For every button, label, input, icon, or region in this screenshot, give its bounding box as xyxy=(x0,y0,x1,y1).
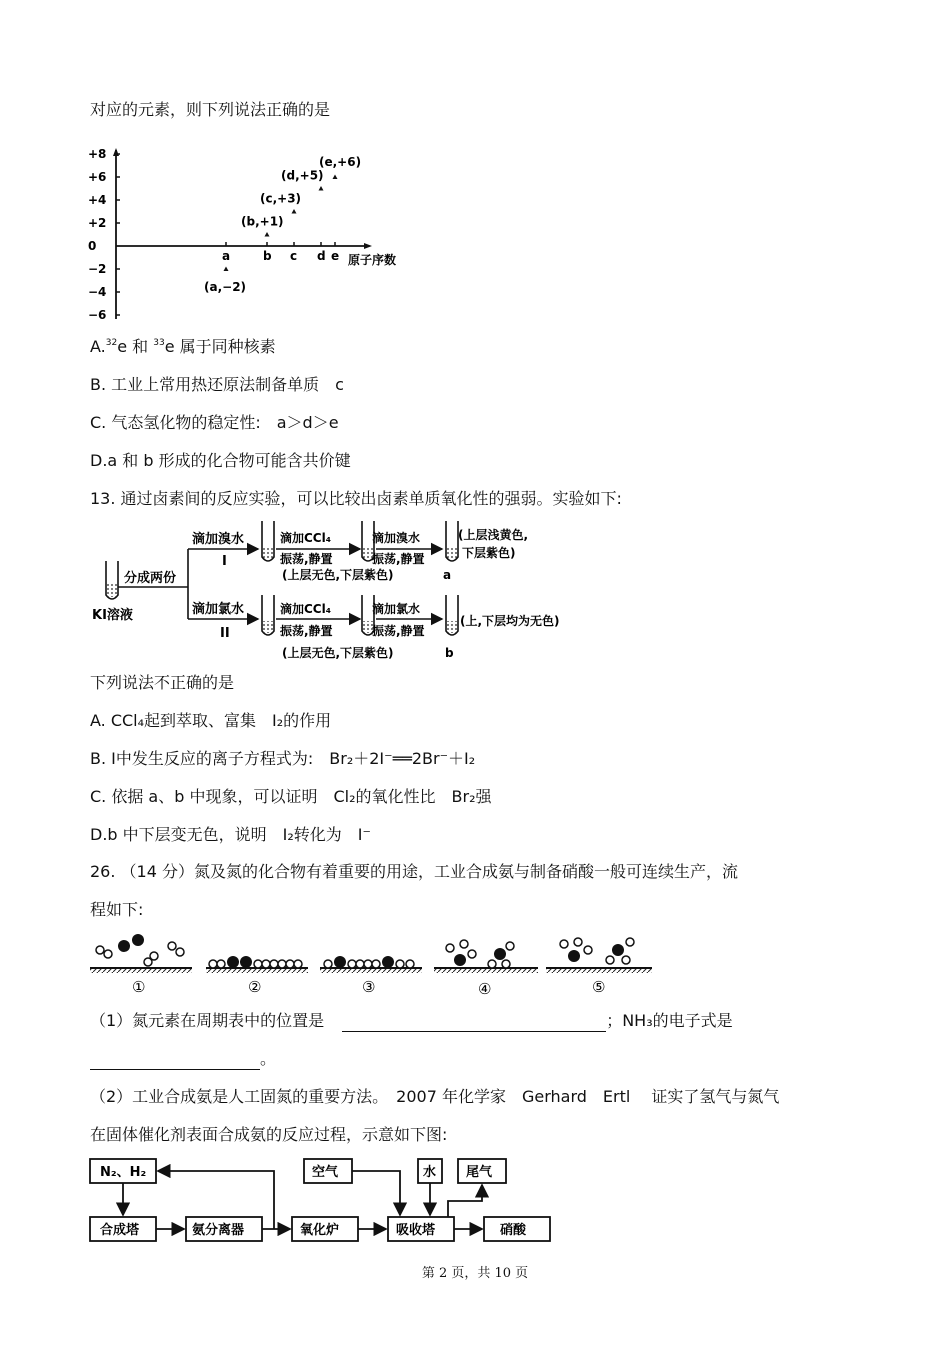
q13-option-c: C. 依据 a、b 中现象，可以证明 Cl₂的氧化性比 Br₂强 xyxy=(90,787,492,806)
x-tick-label: d xyxy=(317,249,326,263)
top-add-label: 滴加溴水 xyxy=(192,532,245,547)
top-ccl4-label: 滴加CCl₄ xyxy=(280,531,331,545)
q13-option-d: D.b 中下层变无色，说明 I₂转化为 I⁻ xyxy=(90,825,371,844)
valence-chart xyxy=(80,140,420,325)
surface-step-5 xyxy=(546,938,652,973)
bot-shake-label: 振荡,静置 xyxy=(280,624,333,638)
intro-text: 对应的元素，则下列说法正确的是 xyxy=(90,100,331,119)
data-point xyxy=(333,175,338,180)
step-label-5: ⑤ xyxy=(592,978,606,996)
q12-option-c: C. 气态氢化物的稳定性: a＞d＞e xyxy=(90,413,339,432)
box-xiaosuan-label: 硝酸 xyxy=(500,1223,527,1238)
box-n2h2-label: N₂、H₂ xyxy=(100,1165,147,1180)
catalyst-surface-diagram xyxy=(88,932,668,1002)
top-roman-label: I xyxy=(222,554,227,569)
tube-b xyxy=(446,595,458,635)
box-shui-label: 水 xyxy=(423,1165,437,1180)
step-label-3: ③ xyxy=(362,978,376,996)
bot-addcl-label: 滴加氯水 xyxy=(372,602,421,616)
top-shake-label: 振荡,静置 xyxy=(280,552,333,566)
x-tick-label: b xyxy=(263,249,272,263)
y-tick-label: +2 xyxy=(88,216,107,230)
bot-roman-label: II xyxy=(220,626,230,641)
x-tick-label: c xyxy=(290,249,298,263)
box-yanghua-label: 氧化炉 xyxy=(300,1223,340,1238)
x-axis-arrow xyxy=(364,243,372,249)
obs-a-line1: (上层浅黄色, xyxy=(458,528,529,542)
step-label-4: ④ xyxy=(478,980,492,998)
bot-ccl4-label: 滴加CCl₄ xyxy=(280,602,331,616)
q12-option-d: D.a 和 b 形成的化合物可能含共价键 xyxy=(90,451,351,470)
tube-a xyxy=(446,521,458,561)
surface-step-1 xyxy=(90,934,192,973)
box-kongqi-label: 空气 xyxy=(312,1165,339,1180)
page-footer: 第 2 页，共 10 页 xyxy=(421,1266,529,1281)
chart-xlabel: 原子序数 xyxy=(348,253,397,267)
bot-add-label: 滴加氯水 xyxy=(192,602,245,617)
data-label: (d,+5) xyxy=(281,168,324,183)
data-point xyxy=(224,267,229,272)
y-tick-label: −2 xyxy=(88,262,107,276)
ammonia-nitric-flowchart xyxy=(88,1155,558,1247)
q13-option-b: B. Ⅰ中发生反应的离子方程式为: Br₂＋2I⁻══2Br⁻＋I₂ xyxy=(90,749,476,768)
q26-stem-2: 程如下: xyxy=(90,900,144,919)
answer-blank-electron-formula[interactable] xyxy=(90,1053,260,1070)
tube-a-label: a xyxy=(443,568,452,582)
top-shake2-label: 振荡,静置 xyxy=(372,552,425,566)
top-obs-label: (上层无色,下层紫色) xyxy=(282,568,394,582)
bot-obs-label: (上层无色,下层紫色) xyxy=(282,646,394,660)
top-tube-1 xyxy=(262,521,274,561)
data-point xyxy=(292,209,297,214)
obs-a-line2: 下层紫色) xyxy=(462,546,516,560)
q26-part1-line: （1）氮元素在周期表中的位置是 ；NH₃的电子式是 xyxy=(90,1011,733,1030)
data-label: (e,+6) xyxy=(319,155,362,169)
top-addbr-label: 滴加溴水 xyxy=(372,531,421,545)
y-tick-label: +4 xyxy=(88,193,107,207)
box-hecheng-label: 合成塔 xyxy=(100,1223,140,1238)
y-tick-label: −6 xyxy=(88,308,107,322)
split-label: 分成两份 xyxy=(124,571,177,586)
tube-b-label: b xyxy=(445,646,454,660)
step-label-2: ② xyxy=(248,978,262,996)
q12-option-b: B. 工业上常用热还原法制备单质 c xyxy=(90,375,344,394)
data-label: (b,+1) xyxy=(241,214,284,229)
y-tick-label: +8 xyxy=(88,147,107,161)
data-label: (a,−2) xyxy=(204,280,247,294)
step-label-1: ① xyxy=(132,978,146,996)
q13-option-a: A. CCl₄起到萃取、富集 I₂的作用 xyxy=(90,711,332,730)
data-point xyxy=(265,232,270,237)
q13-prompt: 下列说法不正确的是 xyxy=(90,673,235,692)
q12-option-a: A.$^{32}$e 和 $^{33}$e 属于同种核素 xyxy=(90,337,276,356)
box-anfen-label: 氨分离器 xyxy=(192,1223,245,1238)
ki-test-tube xyxy=(106,561,118,599)
q26-stem-1: 26. （14 分）氮及氮的化合物有着重要的用途，工业合成氨与制备硝酸一般可连续生产，流 xyxy=(90,862,738,881)
surface-step-4 xyxy=(434,940,538,973)
q26-part2-line1: （2）工业合成氨是人工固氮的重要方法。 2007 年化学家 Gerhard Ertl 证实了氢气与氮气 xyxy=(90,1087,780,1106)
q26-part1-line2: 。 xyxy=(90,1048,276,1070)
y-axis-arrow xyxy=(113,148,119,156)
data-point xyxy=(319,186,324,191)
bot-shake2-label: 振荡,静置 xyxy=(372,624,425,638)
q13-stem: 13. 通过卤素间的反应实验，可以比较出卤素单质氧化性的强弱。实验如下: xyxy=(90,489,622,508)
y-tick-label: +6 xyxy=(88,170,107,184)
bot-tube-1 xyxy=(262,595,274,635)
surface-step-3 xyxy=(320,956,422,973)
x-tick-label: a xyxy=(222,249,231,263)
box-xishou-label: 吸收塔 xyxy=(396,1223,436,1238)
q26-part2-line2: 在固体催化剂表面合成氨的反应过程，示意如下图: xyxy=(90,1125,448,1144)
halogen-experiment-diagram xyxy=(90,515,600,665)
obs-b-label: (上,下层均为无色) xyxy=(460,614,560,628)
x-tick-label: e xyxy=(331,249,340,263)
box-weiqi-label: 尾气 xyxy=(466,1165,493,1180)
surface-step-2 xyxy=(206,956,308,973)
ki-label: KI溶液 xyxy=(92,608,133,623)
y-tick-label: −4 xyxy=(88,285,107,299)
y-tick-label: 0 xyxy=(88,239,97,253)
chart-points xyxy=(204,155,361,294)
data-label: (c,+3) xyxy=(260,191,302,206)
answer-blank-position[interactable] xyxy=(342,1015,606,1032)
